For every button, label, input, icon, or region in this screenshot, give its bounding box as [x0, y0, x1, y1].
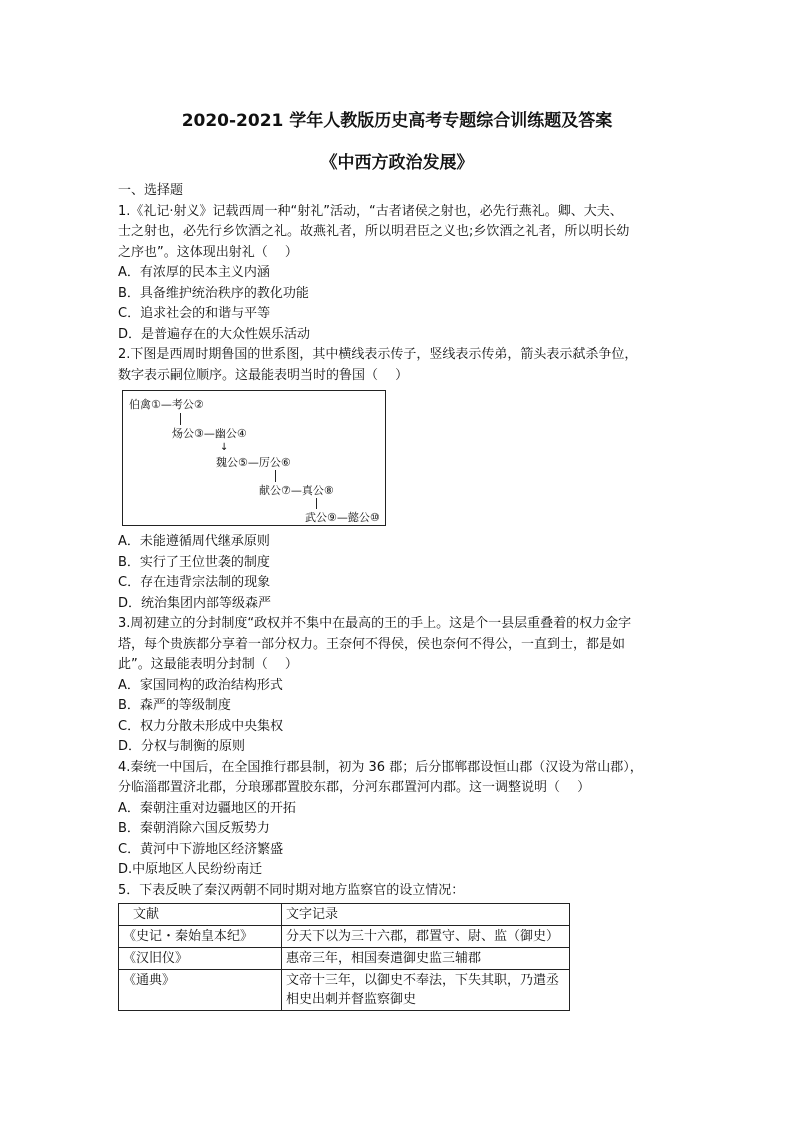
option-a: A．有浓厚的民本主义内涵	[118, 265, 270, 280]
lineage-row-3: 魏公⑤—厉公⑥	[216, 456, 291, 469]
option-b: B．秦朝消除六国反叛势力	[118, 821, 270, 836]
option-b: B．具备维护统治秩序的教化功能	[118, 285, 309, 301]
question-5	[118, 881, 682, 1012]
question-stem-line: 4.秦统一中国后，在全国推行郡县制，初为 36 郡；后分邯郸郡设恒山郡（汉设为常山郡），	[118, 759, 643, 775]
lineage-diagram	[122, 390, 386, 526]
question-3	[118, 614, 682, 758]
option-c: C．存在违背宗法制的现象	[118, 575, 271, 590]
page-subtitle: 《中西方政治发展》	[320, 153, 474, 173]
option-d: D.中原地区人民纷纷南迁	[118, 862, 263, 877]
table-cell: 惠帝三年，相国奏遣御史监三辅郡	[282, 948, 570, 970]
question-stem-line: 此”。这最能表明分封制（ ）	[118, 657, 298, 672]
question-stem-line: 5．下表反映了秦汉两朝不同时期对地方监察官的设立情况：	[118, 882, 465, 898]
question-stem-line: 塔，每个贵族都分享着一部分权力。王奈何不得侯，侯也奈何不得公，一直到士，都是如	[118, 636, 626, 652]
brother-succession-line	[275, 470, 276, 482]
question-stem-line: 分临淄郡置济北郡，分琅琊郡置胶东郡，分河东郡置河内郡。这一调整说明（ ）	[118, 780, 591, 795]
lineage-row-4: 献公⑦—真公⑧	[259, 484, 334, 497]
table-cell: 分天下以为三十六郡，郡置守、尉、监（御史）	[282, 926, 570, 948]
option-d: D．分权与制衡的原则	[118, 739, 246, 754]
table-cell: 《通典》	[119, 970, 282, 1011]
question-stem-line: 3.周初建立的分封制度“政权并不集中在最高的王的手上。这是个一县层重叠着的权力金字	[118, 616, 632, 631]
table-cell: 《汉旧仪》	[119, 948, 282, 970]
table-header-cell: 文献	[119, 904, 282, 926]
table-header-cell: 文字记录	[282, 904, 570, 926]
question-stem-line: 1.《礼记·射义》记载西周一种“射礼”活动，“古者诸侯之射也，必先行燕礼。卿、大夫、	[118, 203, 623, 219]
option-a: A．未能遵循周代继承原则	[118, 534, 270, 549]
table-row	[119, 948, 570, 970]
option-a: A．家国同构的政治结构形式	[118, 677, 283, 693]
option-d: D．是普遍存在的大众性娱乐活动	[118, 326, 311, 342]
option-a: A．秦朝注重对边疆地区的开拓	[118, 800, 296, 816]
brother-succession-line	[180, 413, 181, 425]
question-2	[118, 345, 682, 614]
table-cell: 文帝十三年，以御史不奉法，下失其职，乃遣丞相史出刺并督监察御史	[282, 970, 570, 1011]
lineage-row-5: 武公⑨—懿公⑩	[305, 511, 380, 524]
table-header-row	[119, 904, 570, 926]
table-row	[119, 970, 570, 1011]
lineage-row-2: 炀公③—幽公④	[172, 427, 247, 440]
question-stem-line: 之序也”。这体现出射礼（ ）	[118, 244, 298, 260]
question-1	[118, 202, 682, 346]
usurpation-arrow-icon: ↓	[220, 442, 229, 453]
table-row	[119, 926, 570, 948]
records-table	[118, 903, 570, 1011]
option-b: B．森严的等级制度	[118, 698, 231, 713]
question-stem-line: 2.下图是西周时期鲁国的世系图，其中横线表示传子，竖线表示传弟，箭头表示弑杀争位，	[118, 347, 638, 362]
page-title: 2020-2021 学年人教版历史高考专题综合训练题及答案	[181, 111, 613, 131]
lineage-row-1: 伯禽①—考公②	[129, 398, 204, 411]
option-c: C．追求社会的和谐与平等	[118, 306, 271, 321]
table-cell: 《史记・秦始皇本纪》	[119, 926, 282, 948]
question-stem-line: 士之射也，必先行乡饮酒之礼。故燕礼者，所以明君臣之义也;乡饮酒之礼者，所以明长幼	[118, 224, 630, 239]
section-heading: 一、选择题	[118, 183, 184, 198]
option-c: C．黄河中下游地区经济繁盛	[118, 841, 284, 857]
option-c: C．权力分散未形成中央集权	[118, 718, 284, 734]
question-4	[118, 758, 682, 881]
brother-succession-line	[316, 498, 317, 509]
option-b: B．实行了王位世袭的制度	[118, 554, 270, 570]
option-d: D．统治集团内部等级森严	[118, 595, 272, 611]
question-content	[118, 181, 682, 1011]
question-stem-line: 数字表示嗣位顺序。这最能表明当时的鲁国（ ）	[118, 367, 409, 383]
